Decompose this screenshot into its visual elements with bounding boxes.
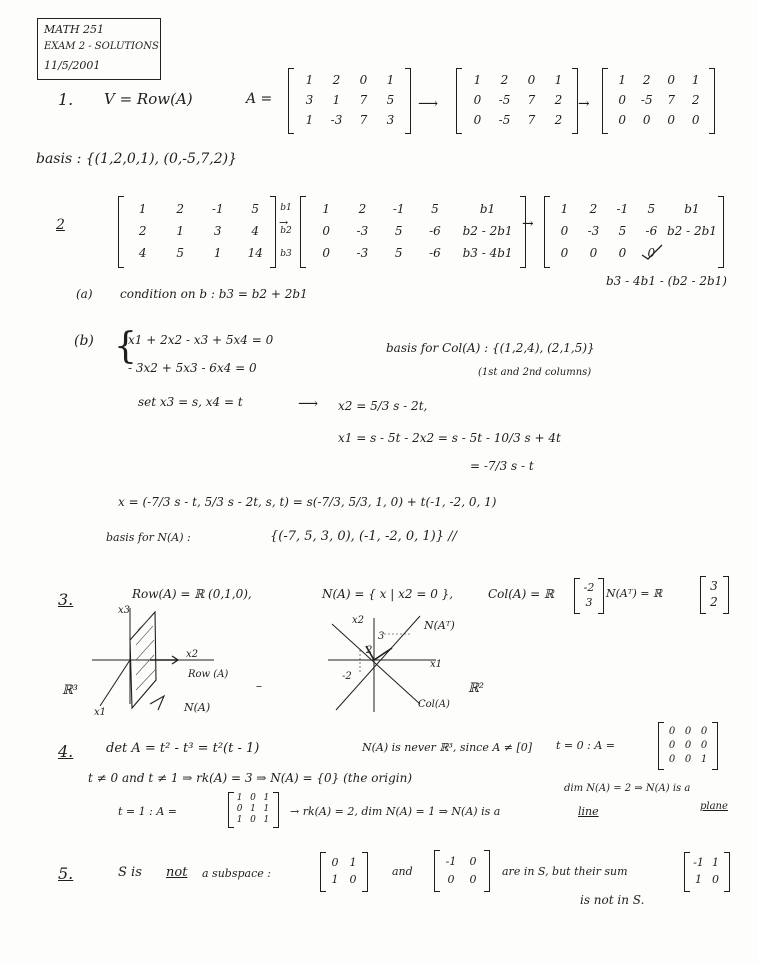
matrix-entry: 1 [305,73,314,87]
matrix-entry: 2 [691,93,700,107]
matrix-entry: -6 [429,246,441,260]
matrix-entry: 2 [554,113,563,127]
matrix-example-2 [440,852,484,888]
matrix-entry: 2 [176,202,185,216]
part-b-label: (b) [74,333,94,349]
matrix-bracket-left [288,68,294,134]
matrix-entry: 0 [349,873,357,886]
tick-label-3: 3 [378,631,385,642]
matrix-entry: 0 [668,725,676,737]
matrix-entry: -6 [645,224,658,238]
matrix-entry: 0 [560,224,569,238]
matrix-entry: 14 [247,246,263,260]
tick-label-minus-2: -2 [342,671,352,682]
matrix-entry: b1 [280,202,292,213]
matrix-entry: 1 [263,793,270,804]
matrix-entry: 7 [667,93,676,107]
matrix-entry: -1 [693,856,704,869]
matrix-entry: 0 [236,803,243,814]
matrix-entry: -1 [392,202,405,216]
matrix-entry: -3 [356,246,369,260]
row-reduce-arrow: → [522,216,534,232]
checkmark-icon [640,243,664,261]
axis-label-x1: x1 [94,707,107,718]
matrix-entry: 0 [589,246,598,260]
matrix-entry: 0 [668,753,676,765]
plane-case-text: dim N(A) = 2 ⇒ N(A) is a [564,783,691,794]
problem-1-matrix-step-2 [464,70,572,130]
matrix-entry: -5 [498,113,511,127]
matrix-example-1 [326,854,362,888]
matrix-bracket-left [602,68,608,134]
problem-1-number: 1. [58,90,74,109]
matrix-entry: 5 [431,202,439,216]
matrix-entry: 1 [331,873,339,886]
matrix-entry: 3 [305,93,314,107]
matrix-bracket-right [273,792,279,828]
matrix-entry: 0 [668,739,676,751]
problem-5-text-4: is not in S. [580,893,645,907]
matrix-bracket-right [520,196,526,268]
problem-1-v-eq: V = Row(A) [104,90,193,108]
matrix-entry: 1 [386,73,395,87]
matrix-entry: -3 [330,113,343,127]
matrix-bracket-right [724,852,730,892]
matrix-entry: 0 [560,246,569,260]
never-r3-note: N(A) is never ℝ³, since A ≠ [0] [362,741,533,754]
line-word: line [578,805,599,818]
matrix-entry: 5 [647,202,656,216]
matrix-entry: 0 [250,814,256,825]
matrix-entry: 0 [684,739,692,751]
problem-1-matrix-a [296,70,404,130]
matrix-entry: 7 [527,93,536,107]
matrix-entry: -5 [640,93,653,107]
row-reduce-arrow: → [578,96,590,112]
line-case-text: → rk(A) = 2, dim N(A) = 1 ⇒ N(A) is a [290,805,501,818]
matrix-entry: -5 [498,93,511,107]
and-word: and [392,865,413,878]
matrix-bracket-right [484,850,490,892]
axis-label-x2: x2 [186,649,199,660]
null-basis: {(-7, 5, 3, 0), (-1, -2, 0, 1)} // [270,529,457,544]
problem-1-a-eq: A = [246,91,273,107]
matrix-entry: 1 [473,73,482,87]
matrix-entry: 0 [473,113,482,127]
problem-3-number: 3. [58,590,74,609]
matrix-entry: -1 [445,854,457,868]
problem-5-text-3: are in S, but their sum [502,865,628,878]
matrix-entry: 0 [700,739,708,751]
matrix-entry: 0 [473,93,482,107]
problem-4-number: 4. [58,742,74,761]
row-a-label: Row (A) [188,669,229,680]
system-equation-2: - 3x2 + 5x3 - 6x4 = 0 [128,361,257,375]
problem-1-matrix-reduced [610,70,708,130]
matrix-entry: 1 [138,202,147,216]
matrix-entry: 7 [527,113,536,127]
determinant: det A = t² - t³ = t²(t - 1) [106,741,260,756]
matrix-entry: -3 [587,224,600,238]
plane-word: plane [700,801,728,812]
system-equation-1: x1 + 2x2 - x3 + 5x4 = 0 [128,333,274,347]
matrix-entry: 3 [585,596,593,609]
problem-2-matrix-reduced [550,198,718,264]
x1-simplified: = -7/3 s - t [470,459,534,473]
matrix-entry: 1 [176,224,185,238]
axis-label-x2: x2 [352,615,365,626]
case-t0-label: t = 0 : A = [556,739,615,752]
null-space: N(A) = { x | x2 = 0 }, [322,587,454,601]
matrix-entry: 0 [700,725,708,737]
r2-label: ℝ² [468,681,485,696]
matrix-entry: 3 [213,224,222,238]
matrix-bracket-right [362,852,368,892]
matrix-entry: 5 [176,246,185,260]
problem-1-basis: basis : {(1,2,0,1), (0,-5,7,2)} [36,151,238,167]
matrix-entry: 0 [331,856,339,869]
null-basis-label: basis for N(A) : [106,531,191,544]
matrix-bracket-right [405,68,411,134]
matrix-entry: 1 [691,73,700,87]
left-null-space: N(Aᵀ) = ℝ [606,587,663,600]
matrix-entry: 1 [250,803,256,814]
matrix-entry: 0 [618,93,627,107]
case-t1-label: t = 1 : A = [118,805,177,818]
matrix-entry: 1 [700,753,708,765]
matrix-entry: 1 [322,202,330,216]
column-space-vector [579,580,599,610]
matrix-entry: -1 [211,202,224,216]
problem-2-b-column [277,196,295,266]
r3-subspace-sketch [60,600,260,730]
matrix-entry: 1 [305,113,314,127]
matrix-entry: 3 [386,113,395,127]
problem-2-consistency-expression: b3 - 4b1 - (b2 - 2b1) [606,274,727,288]
matrix-entry: 1 [236,793,243,804]
matrix-bracket-right [712,722,718,770]
matrix-sum [690,854,724,888]
matrix-entry: 5 [386,93,395,107]
r3-label: ℝ³ [62,683,79,698]
axis-label-x1: x1 [430,659,443,670]
matrix-entry: b3 [280,249,292,260]
x2-solution: x2 = 5/3 s - 2t, [338,399,428,413]
problem-2-number: 2 [56,217,65,233]
matrix-entry: 0 [642,113,651,127]
matrix-entry: 2 [710,595,718,609]
matrix-entry: 0 [712,873,719,886]
matrix-entry: 0 [618,113,627,127]
matrix-entry: 2 [500,73,509,87]
case-general: t ≠ 0 and t ≠ 1 ⇒ rk(A) = 3 ⇒ N(A) = {0} (the origin) [88,771,413,785]
matrix-bracket-left [456,68,462,134]
problem-2a-condition: condition on b : b3 = b2 + 2b1 [120,287,308,301]
matrix-entry: 0 [447,872,455,886]
matrix-entry: b2 [280,225,292,236]
matrix-entry: 4 [251,224,260,238]
matrix-entry: b3 - 4b1 [462,246,513,260]
matrix-entry: 1 [554,73,563,87]
tick-label-2: 2 [366,645,373,656]
x1-solution: x1 = s - 5t - 2x2 = s - 5t - 10/3 s + 4t [338,431,561,445]
matrix-entry: b1 [479,202,496,216]
matrix-entry: 2 [589,202,598,216]
matrix-entry: 2 [554,93,563,107]
matrix-entry: 3 [710,579,718,593]
matrix-t0 [664,724,712,766]
matrix-entry: 0 [527,73,536,87]
matrix-entry: 1 [213,246,222,260]
matrix-entry: 7 [359,93,368,107]
matrix-entry: 1 [618,73,627,87]
implies-arrow: ⟶ [298,396,319,412]
matrix-entry: 1 [560,202,569,216]
system-brace: { [114,326,137,367]
matrix-entry: 5 [394,246,403,260]
matrix-entry: 1 [236,814,243,825]
matrix-bracket-right [709,68,715,134]
matrix-entry: 7 [359,113,368,127]
row-reduce-arrow: → [279,216,289,229]
vector-bracket-right [723,576,729,614]
matrix-entry: 0 [684,725,692,737]
matrix-entry: -3 [356,224,369,238]
matrix-entry: 1 [263,803,270,814]
matrix-entry: 2 [332,73,341,87]
matrix-entry: 0 [647,246,656,260]
matrix-entry: 0 [691,113,700,127]
problem-5-text-2: a subspace : [202,867,271,880]
matrix-entry: 0 [250,793,256,804]
matrix-entry: 0 [684,753,692,765]
matrix-entry: 0 [667,73,676,87]
matrix-entry: -1 [616,202,629,216]
matrix-entry: 0 [618,246,627,260]
column-space: Col(A) = ℝ [488,587,554,601]
problem-2-matrix-step-2 [308,198,522,264]
col-a-label: Col(A) [418,699,450,710]
matrix-entry: 4 [138,246,147,260]
matrix-t1 [233,793,273,825]
matrix-entry: 0 [359,73,368,87]
null-a-label: N(A) [184,701,211,714]
dash-mark: – [256,679,262,693]
axis-label-x3: x3 [118,605,131,616]
matrix-entry: 5 [618,224,627,238]
problem-5-number: 5. [58,864,74,883]
matrix-entry: 1 [695,873,702,886]
matrix-entry: 2 [358,202,367,216]
matrix-bracket-right [270,196,276,268]
matrix-entry: 1 [332,93,341,107]
part-a-label: (a) [76,287,93,301]
matrix-entry: -6 [429,224,441,238]
matrix-entry: 0 [469,854,477,868]
matrix-entry: 0 [322,224,330,238]
matrix-entry: 2 [138,224,147,238]
header-course: MATH 251 [44,23,105,36]
vector-bracket-right [598,578,604,614]
matrix-entry: b2 - 2b1 [666,224,717,238]
matrix-entry: 2 [642,73,651,87]
matrix-entry: 0 [322,246,330,260]
matrix-bracket-right [718,196,724,268]
matrix-entry: 0 [469,872,477,886]
row-space: Row(A) = ℝ (0,1,0), [132,587,252,601]
matrix-entry: -2 [583,581,595,594]
col-a-basis-note: (1st and 2nd columns) [478,367,592,378]
col-a-basis: basis for Col(A) : {(1,2,4), (2,1,5)} [386,341,595,355]
matrix-bracket-left [300,196,306,268]
problem-5-not: not [166,865,188,880]
matrix-entry: 1 [263,814,270,825]
problem-5-text-1: S is [118,865,142,880]
header-title: EXAM 2 - SOLUTIONS [44,41,159,52]
problem-2-augmented-matrix [124,198,274,264]
matrix-entry: 5 [251,202,260,216]
matrix-entry: 5 [394,224,403,238]
solution-vector: x = (-7/3 s - t, 5/3 s - 2t, s, t) = s(-7/3, 5/3, 1, 0) + t(-1, -2, 0, 1) [118,495,497,509]
header-date: 11/5/2001 [44,59,101,72]
left-null-space-vector [705,578,723,610]
matrix-entry: 1 [712,856,719,869]
left-null-space-label: N(Aᵀ) [424,619,455,632]
matrix-entry: b1 [684,202,700,216]
parameter-assignment: set x3 = s, x4 = t [138,395,243,409]
matrix-entry: 1 [349,856,357,869]
matrix-entry: 0 [667,113,676,127]
matrix-entry: b2 - 2b1 [462,224,513,238]
row-reduce-arrow: ⟶ [418,96,439,112]
